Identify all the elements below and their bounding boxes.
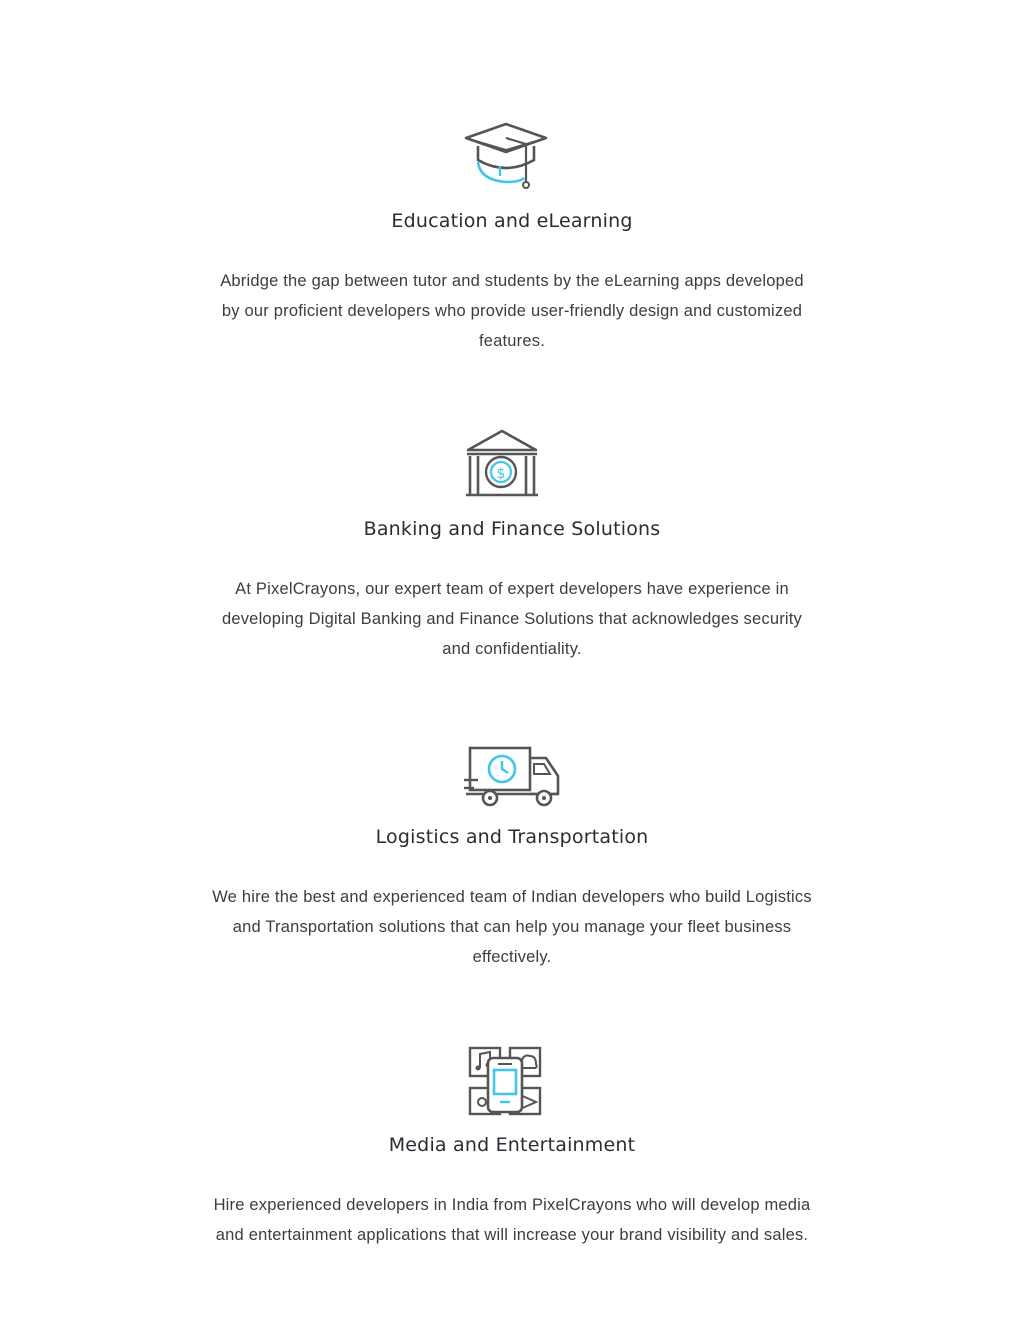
industry-title: Media and Entertainment	[388, 1134, 636, 1156]
industry-title: Education and eLearning	[391, 210, 633, 232]
industry-description: We hire the best and experienced team of Indian developers who build Logistics and Transportation solutions that can help you manage your fleet business effectively.	[212, 888, 812, 966]
bank-icon	[464, 428, 540, 498]
industry-description: At PixelCrayons, our expert team of expert developers have experience in developing Digital Banking and Finance Solutions that acknowledges security and confidentiality.	[221, 580, 802, 658]
delivery-truck-icon	[462, 744, 562, 808]
industry-description: Abridge the gap between tutor and students by the eLearning apps developed by our proficient developers who provide user-friendly design and customized features.	[220, 272, 804, 350]
graduation-cap-icon	[462, 120, 552, 192]
industry-title: Banking and Finance Solutions	[363, 518, 661, 540]
media-devices-icon	[466, 1044, 544, 1116]
svg-text:$: $	[496, 466, 506, 482]
industry-description: Hire experienced developers in India from PixelCrayons who will develop media and entertainment applications that will increase your brand visibility and sales.	[213, 1196, 811, 1244]
industry-title: Logistics and Transportation	[375, 826, 649, 848]
